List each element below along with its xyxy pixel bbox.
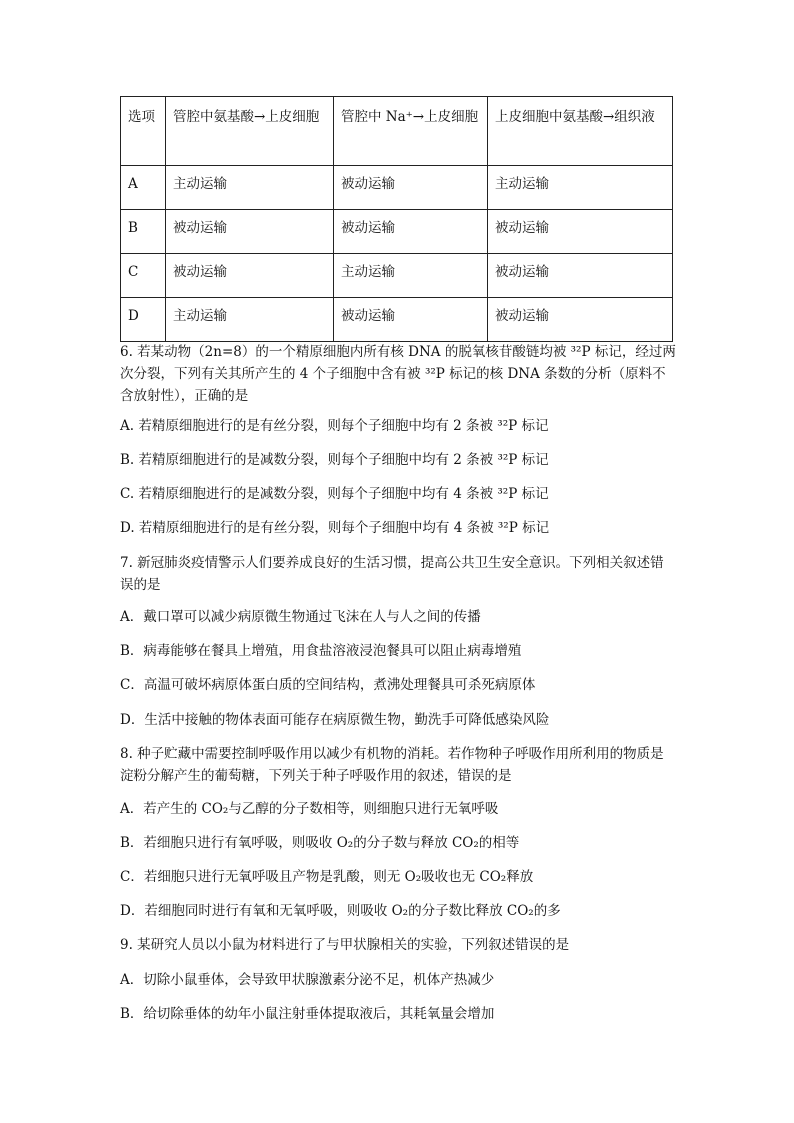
table-row	[121, 166, 673, 210]
question-6-option-a: A. 若精原细胞进行的是有丝分裂，则每个子细胞中均有 2 条被 ³²P 标记	[120, 418, 549, 434]
table-cell: C	[121, 254, 166, 298]
question-6-option-c: C. 若精原细胞进行的是减数分裂，则每个子细胞中均有 4 条被 ³²P 标记	[120, 486, 549, 502]
table-cell: 被动运输	[334, 298, 488, 342]
question-6-option-d: D. 若精原细胞进行的是有丝分裂，则每个子细胞中均有 4 条被 ³²P 标记	[120, 520, 550, 536]
table-cell: 主动运输	[166, 298, 334, 342]
table-header-cell: 管腔中 Na⁺→上皮细胞	[334, 97, 488, 166]
question-8-option-d: D．若细胞同时进行有氧和无氧呼吸，则吸收 O₂的分子数比释放 CO₂的多	[120, 903, 561, 919]
question-6-option-b: B. 若精原细胞进行的是减数分裂，则每个子细胞中均有 2 条被 ³²P 标记	[120, 452, 549, 468]
table-row	[121, 298, 673, 342]
table-cell: 被动运输	[488, 298, 673, 342]
question-7-option-b: B．病毒能够在餐具上增殖，用食盐溶液浸泡餐具可以阻止病毒增殖	[120, 643, 522, 659]
table-cell: 被动运输	[488, 210, 673, 254]
question-7-stem: 7. 新冠肺炎疫情警示人们要养成良好的生活习惯，提高公共卫生安全意识。下列相关叙述错误的是	[120, 555, 664, 593]
question-7-option-d: D．生活中接触的物体表面可能存在病原微生物，勤洗手可降低感染风险	[120, 712, 550, 728]
table-header-cell: 选项	[121, 97, 166, 166]
table-cell: 被动运输	[334, 166, 488, 210]
table-row	[121, 210, 673, 254]
table-cell: A	[121, 166, 166, 210]
table-header-row	[121, 97, 673, 166]
table-header-cell: 管腔中氨基酸→上皮细胞	[166, 97, 334, 166]
question-7-option-a: A．戴口罩可以减少病原微生物通过飞沫在人与人之间的传播	[120, 609, 481, 625]
table-row	[121, 254, 673, 298]
question-8-option-b: B．若细胞只进行有氧呼吸，则吸收 O₂的分子数与释放 CO₂的相等	[120, 835, 520, 851]
table-cell: 被动运输	[166, 210, 334, 254]
table-cell: 被动运输	[334, 210, 488, 254]
table-cell: B	[121, 210, 166, 254]
question-8-option-a: A．若产生的 CO₂与乙醇的分子数相等，则细胞只进行无氧呼吸	[120, 801, 499, 817]
question-7-option-c: C．高温可破坏病原体蛋白质的空间结构，煮沸处理餐具可杀死病原体	[120, 677, 536, 693]
table-cell: 被动运输	[488, 254, 673, 298]
table-cell: 主动运输	[488, 166, 673, 210]
table-cell: 被动运输	[166, 254, 334, 298]
question-9-option-a: A．切除小鼠垂体，会导致甲状腺激素分泌不足，机体产热减少	[120, 972, 495, 988]
question-8-option-c: C．若细胞只进行无氧呼吸且产物是乳酸，则无 O₂吸收也无 CO₂释放	[120, 869, 534, 885]
table-cell: D	[121, 298, 166, 342]
table-cell: 主动运输	[334, 254, 488, 298]
question-9-stem: 9. 某研究人员以小鼠为材料进行了与甲状腺相关的实验，下列叙述错误的是	[120, 937, 570, 953]
table-header-cell: 上皮细胞中氨基酸→组织液	[488, 97, 673, 166]
table-cell: 主动运输	[166, 166, 334, 210]
question-9-option-b: B．给切除垂体的幼年小鼠注射垂体提取液后，其耗氧量会增加	[120, 1006, 495, 1022]
options-table	[120, 96, 673, 342]
question-8-stem: 8. 种子贮藏中需要控制呼吸作用以减少有机物的消耗。若作物种子呼吸作用所利用的物质是淀粉分解产生的葡萄糖，下列关于种子呼吸作用的叙述，错误的是	[120, 746, 664, 784]
question-6-stem: 6. 若某动物（2n=8）的一个精原细胞内所有核 DNA 的脱氧核苷酸链均被 ³²P 标记，经过两次分裂，下列有关其所产生的 4 个子细胞中含有被 ³²P 标记的核 DNA 条数的分析（原料不含放射性），正确的是	[120, 344, 676, 404]
